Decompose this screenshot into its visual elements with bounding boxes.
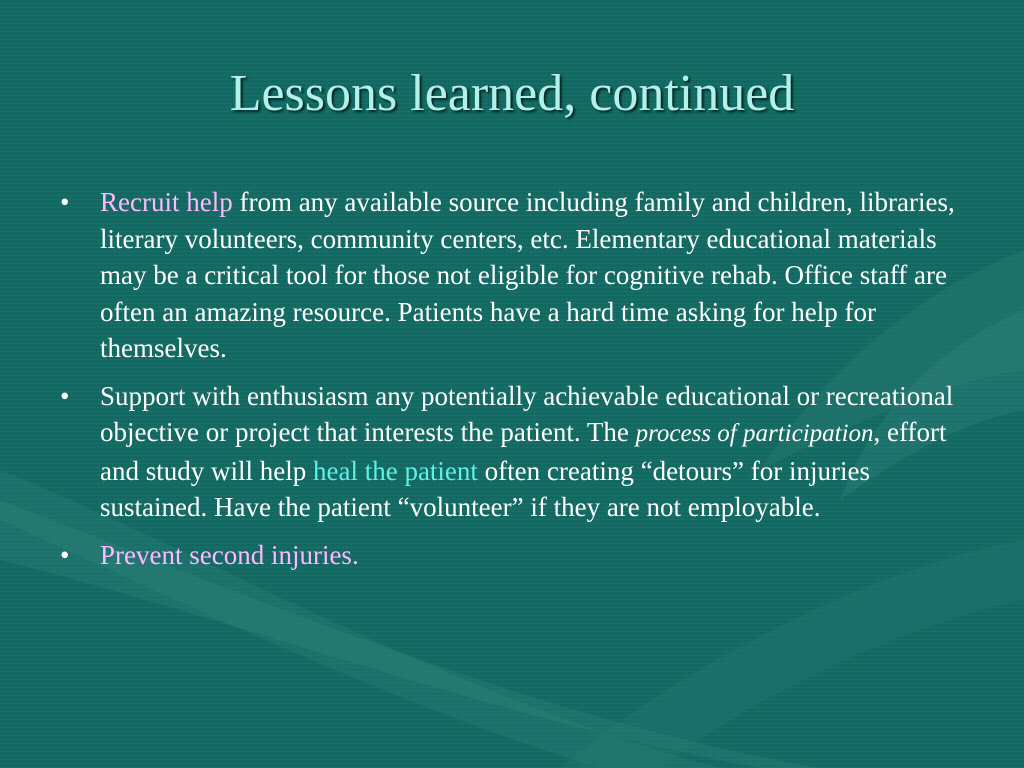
bullet-italic-text: process of participation (635, 420, 874, 447)
bullet-body-text: often creating “detours” for injuries sustained. Have the patient “volunteer” if they are not employable. (100, 455, 871, 522)
bullet-item (60, 537, 970, 574)
bullet-highlight-text: Recruit help (100, 187, 233, 217)
bullet-body-text: from any available source including family and children, libraries, literary volunteers, community centers, etc. Elementary educational materials may be a critical tool for those not eligible for cognitive rehab. Office staff are often an amazing resource. Patients have a hard time asking for help for themselves. (100, 187, 955, 363)
bullet-body-text: Support with enthusiasm any potentially achievable educational or recreational objective or project that interests the patient. The (100, 380, 954, 447)
bullet-body-text: , effort and study will help (100, 417, 947, 486)
bullet-highlight-text: heal the patient (312, 455, 478, 486)
bullet-marker: • (60, 187, 70, 217)
bullet-list (60, 184, 970, 584)
bullet-marker: • (60, 539, 70, 570)
bullet-highlight-text: Prevent second injuries. (100, 539, 359, 570)
bullet-item (60, 184, 970, 367)
bullet-item (60, 378, 970, 526)
slide-title: Lessons learned, continued (229, 65, 795, 122)
bullet-marker: • (60, 380, 70, 411)
